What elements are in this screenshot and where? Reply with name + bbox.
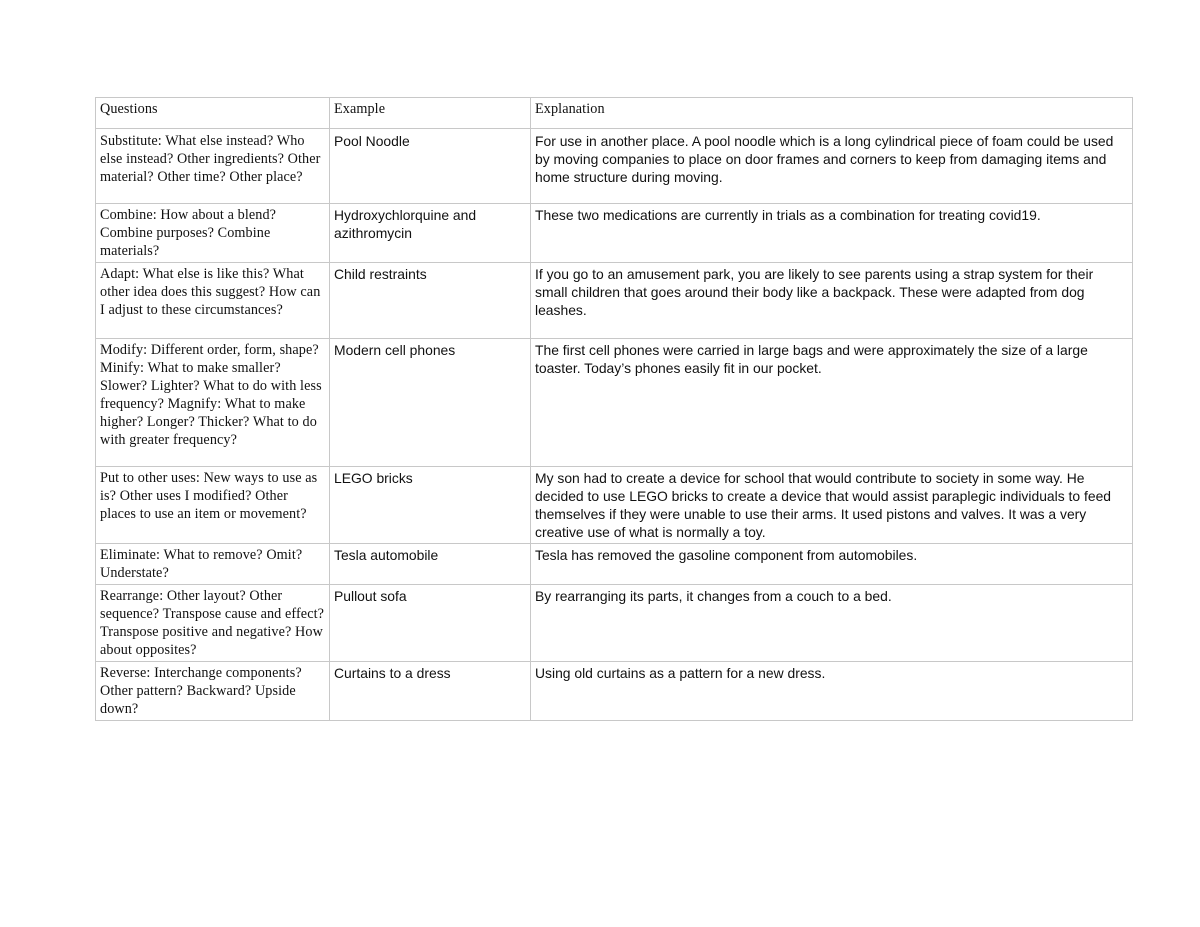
example-cell: Hydroxychlorquine and azithromycin (330, 204, 531, 263)
table-row (96, 204, 1133, 263)
explanation-cell: If you go to an amusement park, you are likely to see parents using a strap system for their small children that goes around their body like a backpack. These were adapted from dog leashes. (531, 263, 1133, 339)
example-cell: Tesla automobile (330, 544, 531, 585)
question-cell: Reverse: Interchange components? Other pattern? Backward? Upside down? (96, 662, 330, 721)
question-cell: Put to other uses: New ways to use as is? Other uses I modified? Other places to use an item or movement? (96, 467, 330, 544)
header-questions: Questions (96, 98, 330, 129)
table-row (96, 339, 1133, 467)
table-row (96, 585, 1133, 662)
question-cell: Modify: Different order, form, shape? Minify: What to make smaller? Slower? Lighter? What to do with less frequency? Magnify: What to make higher? Longer? Thicker? What to do with greater frequency? (96, 339, 330, 467)
explanation-cell: For use in another place. A pool noodle which is a long cylindrical piece of foam could be used by moving companies to place on door frames and corners to keep from damaging items and home structure during moving. (531, 129, 1133, 204)
question-cell: Substitute: What else instead? Who else instead? Other ingredients? Other material? Other time? Other place? (96, 129, 330, 204)
table-row (96, 129, 1133, 204)
table-row (96, 544, 1133, 585)
question-cell: Combine: How about a blend? Combine purposes? Combine materials? (96, 204, 330, 263)
question-cell: Eliminate: What to remove? Omit? Understate? (96, 544, 330, 585)
explanation-cell: Using old curtains as a pattern for a new dress. (531, 662, 1133, 721)
table-row (96, 467, 1133, 544)
question-cell: Rearrange: Other layout? Other sequence? Transpose cause and effect? Transpose positive and negative? How about opposites? (96, 585, 330, 662)
header-explanation: Explanation (531, 98, 1133, 129)
question-cell: Adapt: What else is like this? What other idea does this suggest? How can I adjust to these circumstances? (96, 263, 330, 339)
example-cell: Modern cell phones (330, 339, 531, 467)
table-header-row (96, 98, 1133, 129)
explanation-cell: These two medications are currently in trials as a combination for treating covid19. (531, 204, 1133, 263)
explanation-cell: My son had to create a device for school that would contribute to society in some way. He decided to use LEGO bricks to create a device that would assist paraplegic individuals to feed themselves if they were unable to use their arms. It used pistons and valves. It was a very creative use of what is normally a toy. (531, 467, 1133, 544)
explanation-cell: Tesla has removed the gasoline component from automobiles. (531, 544, 1133, 585)
example-cell: Child restraints (330, 263, 531, 339)
header-example: Example (330, 98, 531, 129)
explanation-cell: The first cell phones were carried in large bags and were approximately the size of a large toaster. Today’s phones easily fit in our pocket. (531, 339, 1133, 467)
explanation-cell: By rearranging its parts, it changes from a couch to a bed. (531, 585, 1133, 662)
example-cell: Pool Noodle (330, 129, 531, 204)
scamper-table (95, 97, 1133, 721)
table-row (96, 263, 1133, 339)
example-cell: LEGO bricks (330, 467, 531, 544)
table-row (96, 662, 1133, 721)
example-cell: Pullout sofa (330, 585, 531, 662)
example-cell: Curtains to a dress (330, 662, 531, 721)
